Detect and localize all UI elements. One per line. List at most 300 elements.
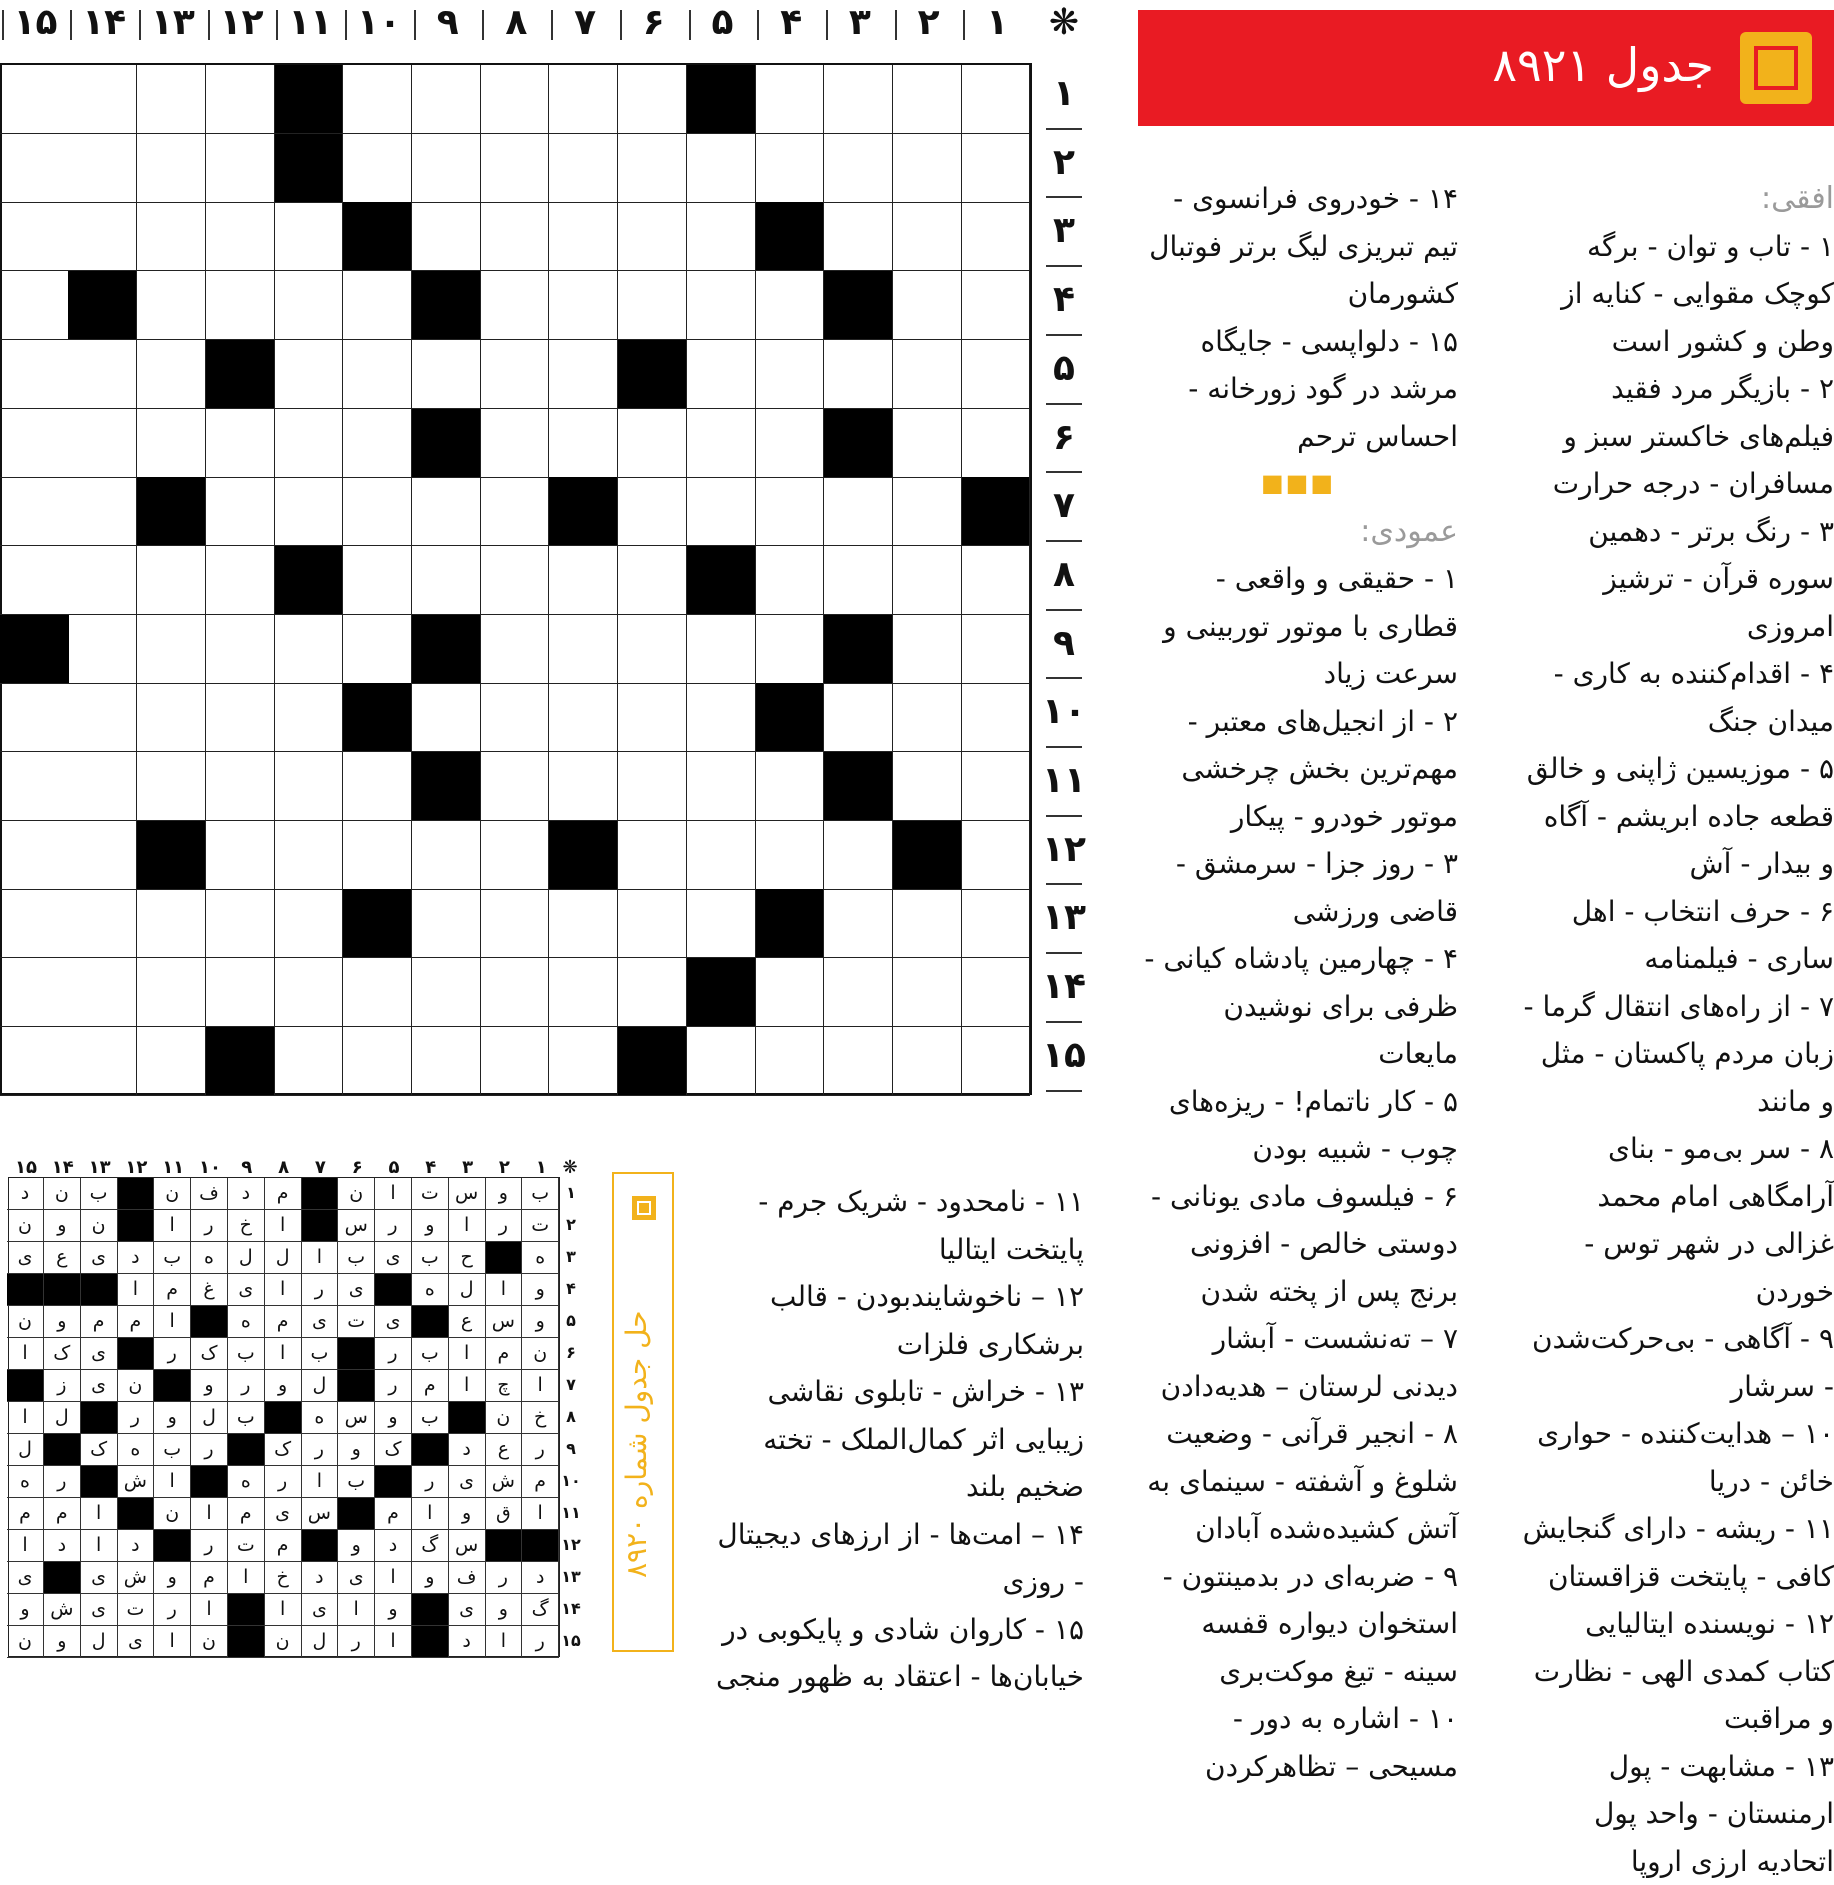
black-cell	[755, 683, 824, 752]
white-cell	[343, 409, 412, 478]
solution-grid-frame	[8, 1177, 560, 1657]
white-cell	[412, 134, 481, 203]
white-cell	[0, 202, 69, 271]
white-cell	[549, 271, 618, 340]
black-cell	[7, 1274, 44, 1306]
letter-cell: و	[154, 1402, 191, 1434]
column-number: ۹	[417, 2, 479, 43]
letter-cell: ی	[81, 1338, 118, 1370]
row-separator	[1046, 883, 1082, 885]
clue-item: ۱۲ - نویسنده ایتالیایی کتاب کمدی الهی - نظارت و مراقبت	[1522, 1600, 1834, 1743]
white-cell	[68, 889, 137, 958]
column-number: ۱۳	[142, 2, 204, 43]
white-cell	[687, 752, 756, 821]
black-cell	[117, 1498, 154, 1530]
letter-cell: ا	[228, 1562, 265, 1594]
letter-cell: گ	[522, 1594, 559, 1626]
solution-title: حل جدول شماره ۸۹۲۰	[620, 1244, 668, 1644]
solution-row-number: ۳	[560, 1247, 582, 1266]
white-cell	[137, 202, 206, 271]
white-cell	[893, 202, 962, 271]
letter-cell: ا	[81, 1530, 118, 1562]
letter-cell: ر	[191, 1530, 228, 1562]
black-cell	[893, 821, 962, 890]
letter-cell: ر	[375, 1370, 412, 1402]
letter-cell: و	[485, 1594, 522, 1626]
white-cell	[480, 409, 549, 478]
letter-cell: ب	[301, 1338, 338, 1370]
clue-item: ۵ - موزیسین ژاپنی و خالق قطعه جاده ابریشم - آگاه و بیدار - آش	[1522, 745, 1834, 888]
letter-cell: ب	[154, 1242, 191, 1274]
black-cell	[81, 1274, 118, 1306]
letter-cell: ه	[301, 1402, 338, 1434]
row-number: ۵	[1036, 348, 1092, 389]
white-cell	[343, 615, 412, 684]
letter-cell: ن	[154, 1178, 191, 1210]
row-separator	[1046, 677, 1082, 679]
letter-cell: و	[44, 1306, 81, 1338]
letter-cell: ا	[449, 1210, 486, 1242]
row-separator	[1046, 128, 1082, 130]
row-number: ۱	[1036, 73, 1092, 114]
letter-cell: د	[7, 1178, 44, 1210]
black-cell	[301, 1210, 338, 1242]
letter-cell: ب	[228, 1402, 265, 1434]
white-cell	[687, 134, 756, 203]
letter-cell: ر	[191, 1434, 228, 1466]
letter-cell: م	[265, 1530, 302, 1562]
letter-cell: م	[228, 1498, 265, 1530]
white-cell	[549, 615, 618, 684]
white-cell	[755, 477, 824, 546]
white-cell	[687, 1027, 756, 1096]
letter-cell: ا	[265, 1210, 302, 1242]
letter-cell: ی	[7, 1242, 44, 1274]
white-cell	[206, 615, 275, 684]
letter-cell: ه	[522, 1242, 559, 1274]
solution-row-number: ۱۳	[560, 1567, 582, 1586]
white-cell	[343, 134, 412, 203]
white-cell	[961, 546, 1030, 615]
black-cell	[687, 65, 756, 134]
clue-item: ۶ - فیلسوف مادی یونانی - دوستی خالص - افزونی برنج پس از پخته شدن	[1138, 1173, 1458, 1316]
letter-cell: م	[522, 1466, 559, 1498]
letter-cell: س	[338, 1402, 375, 1434]
white-cell	[68, 409, 137, 478]
letter-cell: د	[449, 1434, 486, 1466]
white-cell	[206, 202, 275, 271]
vertical-heading: عمودی:	[1138, 508, 1458, 556]
letter-cell: ا	[265, 1594, 302, 1626]
letter-cell: ا	[375, 1562, 412, 1594]
row-number: ۳	[1036, 210, 1092, 251]
letter-cell: ی	[81, 1594, 118, 1626]
solution-column-number: ۳	[456, 1157, 480, 1178]
white-cell	[618, 683, 687, 752]
white-cell	[549, 202, 618, 271]
letter-cell: ر	[375, 1210, 412, 1242]
letter-cell: ا	[265, 1274, 302, 1306]
white-cell	[274, 202, 343, 271]
white-cell	[206, 134, 275, 203]
black-cell	[375, 1466, 412, 1498]
white-cell	[137, 134, 206, 203]
white-cell	[755, 546, 824, 615]
column-number: ۵	[692, 2, 754, 43]
letter-cell: ل	[81, 1626, 118, 1658]
black-cell	[191, 1306, 228, 1338]
black-cell	[618, 340, 687, 409]
white-cell	[618, 752, 687, 821]
letter-cell: ب	[412, 1402, 449, 1434]
white-cell	[893, 958, 962, 1027]
letter-cell: ب	[412, 1338, 449, 1370]
letter-cell: ر	[154, 1338, 191, 1370]
black-cell	[687, 958, 756, 1027]
white-cell	[480, 65, 549, 134]
letter-cell: ر	[522, 1626, 559, 1658]
white-cell	[274, 340, 343, 409]
letter-cell: ر	[301, 1434, 338, 1466]
letter-cell: ی	[338, 1562, 375, 1594]
black-cell	[301, 1178, 338, 1210]
letter-cell: ک	[375, 1434, 412, 1466]
black-cell	[338, 1370, 375, 1402]
letter-cell: ر	[485, 1210, 522, 1242]
black-cell	[412, 271, 481, 340]
white-cell	[549, 683, 618, 752]
row-separator	[1046, 334, 1082, 336]
letter-cell: چ	[485, 1370, 522, 1402]
column-separator	[2, 10, 4, 40]
white-cell	[412, 546, 481, 615]
clue-item: ۱۱ - نامحدود - شریک جرم - پایتخت ایتالیا	[700, 1178, 1084, 1273]
column-number: ۴	[760, 2, 822, 43]
letter-cell: ی	[117, 1626, 154, 1658]
letter-cell: ه	[228, 1306, 265, 1338]
row-number: ۱۰	[1036, 691, 1092, 732]
black-cell	[7, 1370, 44, 1402]
letter-cell: ت	[522, 1210, 559, 1242]
white-cell	[274, 889, 343, 958]
clue-item: ۸ - سر بی‌مو - بنای آرامگاهی امام محمد غزالی در شهر توس - خوردن	[1522, 1125, 1834, 1315]
white-cell	[343, 65, 412, 134]
solution-column-number: ۱۱	[161, 1157, 185, 1178]
clue-item: ۱۱ - ریشه - دارای گنجایش کافی - پایتخت قزاقستان	[1522, 1505, 1834, 1600]
solution-column-number: ۱۲	[124, 1157, 148, 1178]
white-cell	[755, 615, 824, 684]
clue-item: ۱ - تاب و توان - برگه کوچک مقوایی - کنایه از وطن و کشور است	[1522, 223, 1834, 366]
white-cell	[824, 477, 893, 546]
clue-item: ۱۲ – ناخوشایندبودن - قالب برشکاری فلزات	[700, 1273, 1084, 1368]
letter-cell: ت	[338, 1306, 375, 1338]
letter-cell: و	[338, 1530, 375, 1562]
white-cell	[137, 615, 206, 684]
letter-cell: ع	[485, 1434, 522, 1466]
white-cell	[618, 821, 687, 890]
letter-cell: ا	[412, 1498, 449, 1530]
row-number: ۱۱	[1036, 760, 1092, 801]
white-cell	[343, 546, 412, 615]
black-cell	[44, 1434, 81, 1466]
white-cell	[68, 340, 137, 409]
white-cell	[206, 477, 275, 546]
white-cell	[0, 271, 69, 340]
letter-cell: س	[338, 1210, 375, 1242]
black-cell	[274, 65, 343, 134]
column-separator	[70, 10, 72, 40]
solution-row-number: ۸	[560, 1407, 582, 1426]
letter-cell: ر	[191, 1210, 228, 1242]
white-cell	[343, 1027, 412, 1096]
white-cell	[893, 65, 962, 134]
white-cell	[68, 477, 137, 546]
row-number: ۱۴	[1036, 966, 1092, 1007]
white-cell	[480, 615, 549, 684]
column-separator	[276, 10, 278, 40]
letter-cell: ی	[301, 1594, 338, 1626]
white-cell	[755, 821, 824, 890]
column-separator	[620, 10, 622, 40]
white-cell	[68, 958, 137, 1027]
solution-column-number: ۸	[272, 1157, 296, 1178]
column-separator	[345, 10, 347, 40]
black-cell	[274, 546, 343, 615]
white-cell	[961, 821, 1030, 890]
letter-cell: ی	[7, 1562, 44, 1594]
letter-cell: ر	[338, 1626, 375, 1658]
black-cell	[44, 1562, 81, 1594]
letter-cell: ل	[301, 1626, 338, 1658]
white-cell	[961, 615, 1030, 684]
column-number: ۱	[966, 2, 1028, 43]
column-number: ۶	[623, 2, 685, 43]
letter-cell: د	[375, 1530, 412, 1562]
letter-cell: ن	[338, 1178, 375, 1210]
solution-column-number: ۴	[419, 1157, 443, 1178]
letter-cell: ل	[44, 1402, 81, 1434]
clue-item: ۴ - اقدام‌کننده به کاری - میدان جنگ	[1522, 650, 1834, 745]
letter-cell: م	[375, 1498, 412, 1530]
black-cell	[755, 889, 824, 958]
letter-cell: و	[412, 1562, 449, 1594]
letter-cell: و	[375, 1402, 412, 1434]
black-cell	[117, 1338, 154, 1370]
letter-cell: ا	[301, 1242, 338, 1274]
white-cell	[549, 65, 618, 134]
row-number: ۱۵	[1036, 1035, 1092, 1076]
white-cell	[274, 752, 343, 821]
letter-cell: ن	[265, 1626, 302, 1658]
corner-star: ❋	[1036, 2, 1092, 43]
clue-item: ۱۰ – هدایت‌کننده - حواری خائن - دریا	[1522, 1410, 1834, 1505]
letter-cell: و	[338, 1434, 375, 1466]
letter-cell: و	[375, 1594, 412, 1626]
letter-cell: ن	[7, 1210, 44, 1242]
white-cell	[961, 271, 1030, 340]
row-number: ۴	[1036, 279, 1092, 320]
white-cell	[755, 65, 824, 134]
white-cell	[137, 546, 206, 615]
black-cell	[338, 1498, 375, 1530]
white-cell	[549, 134, 618, 203]
letter-cell: و	[44, 1210, 81, 1242]
black-cell	[117, 1210, 154, 1242]
letter-cell: ی	[228, 1274, 265, 1306]
row-number: ۸	[1036, 554, 1092, 595]
letter-cell: ا	[265, 1338, 302, 1370]
white-cell	[480, 683, 549, 752]
black-cell	[824, 409, 893, 478]
letter-cell: و	[522, 1306, 559, 1338]
black-cell	[412, 409, 481, 478]
black-cell	[412, 1594, 449, 1626]
white-cell	[480, 958, 549, 1027]
white-cell	[824, 1027, 893, 1096]
white-cell	[0, 889, 69, 958]
white-cell	[137, 1027, 206, 1096]
letter-cell: و	[485, 1178, 522, 1210]
letter-cell: ن	[81, 1210, 118, 1242]
clue-item: ۹ - آگاهی - بی‌حرکت‌شدن - سرشار	[1522, 1315, 1834, 1410]
white-cell	[687, 409, 756, 478]
black-cell	[412, 1434, 449, 1466]
letter-cell: ا	[191, 1594, 228, 1626]
black-cell	[228, 1434, 265, 1466]
letter-cell: د	[228, 1178, 265, 1210]
clue-item: ۲ - از انجیل‌های معتبر - مهم‌ترین بخش چرخشی موتور خودرو - پیکار	[1138, 698, 1458, 841]
letter-cell: ا	[485, 1274, 522, 1306]
letter-cell: ب	[154, 1434, 191, 1466]
letter-cell: ت	[228, 1530, 265, 1562]
white-cell	[274, 683, 343, 752]
clue-item: ۱۴ – امت‌ها - از ارزهای دیجیتال - روزی	[700, 1511, 1084, 1606]
letter-cell: م	[7, 1498, 44, 1530]
letter-cell: ر	[375, 1338, 412, 1370]
letter-cell: م	[265, 1306, 302, 1338]
letter-cell: ی	[301, 1306, 338, 1338]
white-cell	[274, 1027, 343, 1096]
white-cell	[68, 615, 137, 684]
column-number: ۷	[554, 2, 616, 43]
letter-cell: ی	[449, 1466, 486, 1498]
white-cell	[0, 752, 69, 821]
white-cell	[687, 821, 756, 890]
white-cell	[343, 821, 412, 890]
black-cell	[961, 477, 1030, 546]
black-cell	[0, 615, 69, 684]
white-cell	[961, 889, 1030, 958]
black-cell	[191, 1466, 228, 1498]
white-cell	[274, 477, 343, 546]
letter-cell: ه	[7, 1466, 44, 1498]
white-cell	[893, 134, 962, 203]
white-cell	[343, 340, 412, 409]
white-cell	[480, 889, 549, 958]
row-number: ۲	[1036, 142, 1092, 183]
column-separator	[208, 10, 210, 40]
solution-row-number: ۹	[560, 1439, 582, 1458]
white-cell	[412, 202, 481, 271]
letter-cell: د	[117, 1242, 154, 1274]
white-cell	[961, 409, 1030, 478]
black-cell	[343, 202, 412, 271]
letter-cell: خ	[522, 1402, 559, 1434]
clue-item: ۸ - انجیر قرآنی - وضعیت شلوغ و آشفته - سینمای به آتش کشیده‌شده آبادان	[1138, 1410, 1458, 1553]
white-cell	[0, 65, 69, 134]
letter-cell: و	[522, 1274, 559, 1306]
letter-cell: ب	[522, 1178, 559, 1210]
white-cell	[618, 271, 687, 340]
black-cell	[154, 1370, 191, 1402]
clue-item: ۱ - حقیقی و واقعی - قطاری با موتور توربینی و سرعت زیاد	[1138, 555, 1458, 698]
white-cell	[961, 202, 1030, 271]
newspaper-logo-icon	[1740, 32, 1812, 104]
black-cell	[343, 889, 412, 958]
letter-cell: ا	[449, 1338, 486, 1370]
letter-cell: ل	[191, 1402, 228, 1434]
black-cell	[549, 477, 618, 546]
letter-cell: ن	[44, 1178, 81, 1210]
letter-cell: ز	[44, 1370, 81, 1402]
white-cell	[824, 683, 893, 752]
letter-cell: ف	[449, 1562, 486, 1594]
letter-cell: ه	[228, 1466, 265, 1498]
white-cell	[137, 340, 206, 409]
letter-cell: ح	[449, 1242, 486, 1274]
white-cell	[274, 409, 343, 478]
white-cell	[68, 134, 137, 203]
white-cell	[480, 134, 549, 203]
clue-item: ۵ - کار ناتمام! - ریزه‌های چوب - شبیه بودن	[1138, 1078, 1458, 1173]
letter-cell: ن	[117, 1370, 154, 1402]
letter-cell: م	[154, 1274, 191, 1306]
black-cell	[206, 340, 275, 409]
letter-cell: ک	[44, 1338, 81, 1370]
white-cell	[412, 1027, 481, 1096]
letter-cell: ن	[191, 1626, 228, 1658]
white-cell	[206, 889, 275, 958]
letter-cell: ش	[117, 1562, 154, 1594]
clue-item: ۹ - ضربه‌ای در بدمینتون - استخوان دیواره قفسه سینه - تیغ موکت‌بری	[1138, 1553, 1458, 1696]
white-cell	[824, 889, 893, 958]
letter-cell: ی	[375, 1242, 412, 1274]
letter-cell: ی	[449, 1594, 486, 1626]
row-number: ۷	[1036, 485, 1092, 526]
black-cell	[522, 1530, 559, 1562]
letter-cell: ا	[81, 1498, 118, 1530]
letter-cell: ا	[522, 1498, 559, 1530]
letter-cell: ه	[117, 1434, 154, 1466]
white-cell	[687, 683, 756, 752]
column-separator	[826, 10, 828, 40]
letter-cell: ا	[7, 1530, 44, 1562]
row-separator	[1046, 952, 1082, 954]
letter-cell: ر	[154, 1594, 191, 1626]
letter-cell: ن	[485, 1402, 522, 1434]
black-cell	[228, 1626, 265, 1658]
column-separator	[689, 10, 691, 40]
white-cell	[618, 65, 687, 134]
white-cell	[687, 271, 756, 340]
white-cell	[412, 821, 481, 890]
letter-cell: م	[191, 1562, 228, 1594]
white-cell	[893, 340, 962, 409]
clue-item: ۱۰ - اشاره به دور - مسیحی – تظاهرکردن	[1138, 1695, 1458, 1790]
white-cell	[549, 546, 618, 615]
letter-cell: م	[44, 1498, 81, 1530]
white-cell	[274, 271, 343, 340]
